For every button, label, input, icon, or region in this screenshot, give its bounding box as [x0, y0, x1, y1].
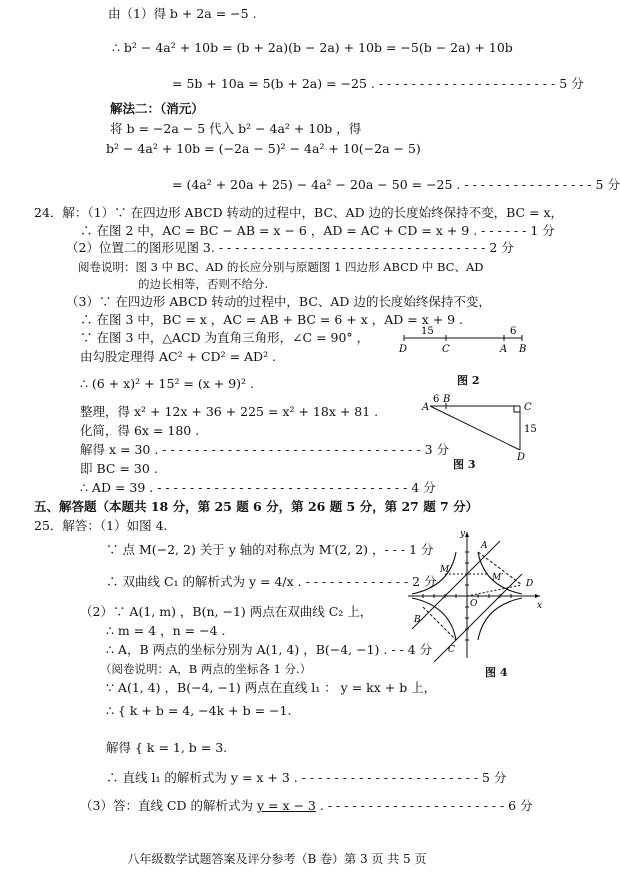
line-33: 解得 { k = 1, b = 3. [106, 740, 228, 755]
line-26: ∴ 双曲线 C₁ 的解析式为 y = 4/x . - - - - - - - - - - - - - 2 分 [106, 574, 437, 589]
fig4-label-C: C [448, 645, 455, 655]
fig4-label-x: x [537, 601, 543, 611]
fig2-label-A: A [500, 344, 508, 355]
line-35-lead: （3）答：直线 CD 的解析式为 [80, 798, 253, 813]
fig3-label-A: A [422, 402, 430, 413]
line-35 [80, 798, 533, 814]
line-9: ∴ 在图 2 中，AC = BC − AB = x − 6 ，AD = AC + CD = x + 9 . - - - - - - 1 分 [80, 223, 555, 238]
line-32: ∴ { k + b = 4, −4k + b = −1. [106, 703, 292, 718]
line-14: ∴ 在图 3 中，BC = x ，AC = AB + BC = 6 + x ，AD = x + 9 . [80, 312, 464, 327]
fig3-label-D: D [517, 452, 526, 463]
line-20: 解得 x = 30 . - - - - - - - - - - - - - - - - - - - - - - - - - - - - - - - - 3 分 [80, 442, 450, 457]
section-heading: 五、解答题（本题共 18 分，第 25 题 6 分，第 26 题 5 分，第 27 题 7 分） [34, 499, 479, 514]
line-27: （2）∵ A(1, m) ，B(n, −1) 两点在双曲线 C₂ 上， [80, 604, 373, 619]
fig2-seg2: 6 [510, 326, 517, 337]
line-31: ∵ A(1, 4) ，B(−4, −1) 两点在直线 l₁ ： y = kx + b 上， [106, 680, 437, 695]
line-17: ∴ (6 + x)² + 15² = (x + 9)² . [80, 376, 255, 391]
fig4-caption: 图 4 [485, 666, 508, 679]
figure-4 [404, 528, 546, 662]
line-22: ∴ AD = 39 . - - - - - - - - - - - - - - - - - - - - - - - - - - - - - - - 4 分 [80, 480, 436, 495]
line-24: 25．解答：（1）如图 4. [34, 518, 168, 533]
fig4-label-M: M [440, 565, 450, 575]
line-8: 24．解：（1）∵ 在四边形 ABCD 转动的过程中，BC、AD 边的长度始终保持不变，BC = x， [34, 205, 564, 220]
fig2-label-C: C [442, 344, 450, 355]
fig2-label-D: D [399, 344, 408, 355]
line-6: b² − 4a² + 10b = (−2a − 5)² − 4a² + 10(−2a − 5) [106, 141, 421, 156]
line-12: 的边长相等，否则不给分. [138, 277, 269, 291]
fig4-label-B: B [414, 615, 421, 625]
fig3-label-C: C [524, 402, 532, 413]
figure-2 [396, 324, 536, 364]
line-35-tail: . - - - - - - - - - - - - - - - - - - - - - - 6 分 [319, 798, 533, 813]
line-10: （2）位置二的图形见图 3. - - - - - - - - - - - - - - - - - - - - - - - - - - - - - - - - - 2 分 [66, 240, 514, 255]
page-footer: 八年级数学试题答案及评分参考（B 卷）第 3 页 共 5 页 [127, 852, 427, 866]
line-2: ∴ b² − 4a² + 10b = (b + 2a)(b − 2a) + 10b = −5(b − 2a) + 10b [112, 40, 513, 55]
line-19: 化简，得 6x = 180 . [80, 423, 200, 438]
fig4-label-O: O [470, 599, 478, 609]
line-28: ∴ m = 4 ，n = −4 . [106, 623, 226, 638]
line-29: ∴ A，B 两点的坐标分别为 A(1, 4) ，B(−4, −1) . - - 4 分 [106, 642, 433, 657]
fig2-seg1: 15 [421, 326, 434, 337]
line-21: 即 BC = 30 . [80, 461, 158, 476]
line-5: 将 b = −2a − 5 代入 b² − 4a² + 10b ，得 [110, 121, 362, 136]
fig3-side-cd: 15 [524, 424, 537, 435]
fig3-label-B: B [443, 394, 451, 405]
line-7: = (4a² + 20a + 25) − 4a² − 20a − 50 = −25 . - - - - - - - - - - - - - - - - 5 分 [172, 177, 620, 192]
fig4-label-Mprime: M′ [492, 573, 504, 583]
line-11: 阅卷说明：图 3 中 BC、AD 的长应分别与原题图 1 四边形 ABCD 中 BC、AD [78, 260, 484, 274]
line-13: （3）∵ 在四边形 ABCD 转动的过程中，BC、AD 边的长度始终保持不变， [66, 294, 491, 309]
line-15: ∵ 在图 3 中，△ACD 为直角三角形，∠C = 90° ， [80, 330, 370, 345]
line-16: 由勾股定理得 AC² + CD² = AD² . [80, 349, 277, 364]
fig3-caption: 图 3 [453, 458, 476, 471]
fig4-label-y: y [460, 529, 466, 539]
line-1: 由（1）得 b + 2a = −5 . [108, 6, 257, 21]
fig4-label-D: D [526, 579, 534, 589]
line-3: = 5b + 10a = 5(b + 2a) = −25 . - - - - - - - - - - - - - - - - - - - - - - 5 分 [172, 76, 584, 91]
fig2-caption: 图 2 [457, 374, 480, 387]
line-18: 整理，得 x² + 12x + 36 + 225 = x² + 18x + 81 . [80, 404, 379, 419]
line-35-answer: y = x − 3 [256, 798, 316, 813]
line-34: ∴ 直线 l₁ 的解析式为 y = x + 3 . - - - - - - - - - - - - - - - - - - - - - - 5 分 [106, 770, 507, 785]
fig4-label-A: A [481, 541, 488, 551]
line-30: （阅卷说明：A，B 两点的坐标各 1 分.） [100, 662, 312, 676]
fig3-side-ab: 6 [433, 394, 440, 405]
line-25: ∵ 点 M(−2, 2) 关于 y 轴的对称点为 M′(2, 2) ，- - - 1 分 [106, 542, 434, 557]
fig2-label-B: B [519, 344, 527, 355]
line-4: 解法二：（消元） [110, 101, 204, 116]
figure-3 [418, 392, 544, 462]
